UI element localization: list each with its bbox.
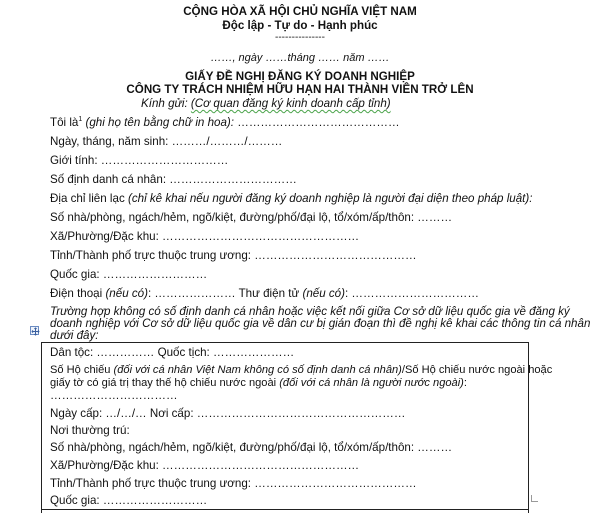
box-passport-line-1[interactable] xyxy=(50,363,552,377)
margin-corner-mark xyxy=(531,495,538,502)
box-province-field[interactable]: Tỉnh/Thành phố trực thuộc trung ương: …………………………………… xyxy=(50,477,417,490)
contact-label: Địa chỉ liên lạc xyxy=(50,192,128,205)
phone-dots: : ………………… xyxy=(147,287,236,300)
form-title: GIẤY ĐỀ NGHỊ ĐĂNG KÝ DOANH NGHIỆP xyxy=(185,70,415,83)
country-field[interactable]: Quốc gia: ……………………… xyxy=(50,268,208,281)
box-passport-dots[interactable]: …………………………… xyxy=(50,389,178,402)
passport-alt-note: (đối với cá nhân là người nước ngoài) xyxy=(279,377,464,389)
dob-field[interactable]: Ngày, tháng, năm sinh: ………/………/……… xyxy=(50,135,283,148)
name-note: (ghi họ tên bằng chữ in hoa): xyxy=(82,116,234,129)
box-country-field[interactable]: Quốc gia: ……………………… xyxy=(50,494,208,507)
email-dots: : …………………………… xyxy=(344,287,479,300)
passport-colon: : xyxy=(463,377,467,389)
box-ethnic-field[interactable]: Dân tộc: …………… Quốc tịch: ………………… xyxy=(50,346,295,359)
case-note-line-1: Trường hợp không có số định danh cá nhân hoặc việc kết nối giữa Cơ sở dữ liệu quốc gia về đăng ký xyxy=(50,305,570,318)
contact-note: (chỉ kê khai nếu người đăng ký doanh nghiệp là người đại diện theo pháp luật): xyxy=(127,192,533,205)
passport-label: Số Hộ chiếu xyxy=(50,364,114,376)
case-note-line-3: dưới đây: xyxy=(50,329,99,342)
table-move-handle-icon[interactable] xyxy=(30,326,39,335)
phone-label: Điện thoại xyxy=(50,287,106,300)
name-label: Tôi là xyxy=(50,116,79,129)
passport-foreign-label: /Số Hộ chiếu nước ngoài hoặc xyxy=(401,364,553,376)
box-issue-field[interactable]: Ngày cấp: …/…/… Nơi cấp: ……………………………………………… xyxy=(50,407,406,420)
box-passport-line-2 xyxy=(50,376,467,390)
email-note: (nếu có) xyxy=(302,287,345,300)
box-residence-heading: Nơi thường trú: xyxy=(50,424,130,437)
date-line: ……, ngày ……tháng …… năm …… xyxy=(210,52,390,64)
phone-email-field[interactable] xyxy=(50,287,479,301)
box-border-bottom xyxy=(41,509,529,510)
email-label: Thư điện tử xyxy=(238,287,303,300)
case-note-line-2: doanh nghiệp với Cơ sở dữ liệu quốc gia về dân cư bị gián đoạn thì đề nghị kê khai các thông tin cá nhân xyxy=(50,317,591,330)
ward-field[interactable]: Xã/Phường/Đặc khu: …………………………………………… xyxy=(50,230,360,243)
name-dots: …………………………………… xyxy=(234,116,400,129)
motto-rule: --------------- xyxy=(275,32,325,43)
addressee-value: (Cơ quan đăng ký kinh doanh cấp tỉnh) xyxy=(190,97,391,110)
company-type-title: CÔNG TY TRÁCH NHIỆM HỮU HẠN HAI THÀNH VIÊN TRỞ LÊN xyxy=(126,83,474,96)
name-field[interactable] xyxy=(50,116,400,130)
contact-address-heading xyxy=(50,192,532,206)
footnote-marker: 1 xyxy=(78,116,83,123)
box-ward-field[interactable]: Xã/Phường/Đặc khu: …………………………………………… xyxy=(50,459,360,472)
addressee-line xyxy=(141,97,391,111)
phone-note: (nếu có) xyxy=(105,287,148,300)
box-street-field[interactable]: Số nhà/phòng, ngách/hẻm, ngõ/kiệt, đường/phố/đại lộ, tổ/xóm/ấp/thôn: ……… xyxy=(50,441,453,454)
street-field[interactable]: Số nhà/phòng, ngách/hẻm, ngõ/kiệt, đường/phố/đại lộ, tổ/xóm/ấp/thôn: ……… xyxy=(50,211,453,224)
passport-note: (đối với cá nhân Việt Nam không có số định danh cá nhân) xyxy=(113,364,402,376)
passport-alt-label: giấy tờ có giá trị thay thế hộ chiếu nước ngoài xyxy=(50,377,280,389)
country-heading: CỘNG HÒA XÃ HỘI CHỦ NGHĨA VIỆT NAM xyxy=(183,5,417,18)
motto: Độc lập - Tự do - Hạnh phúc xyxy=(222,19,378,32)
id-field[interactable]: Số định danh cá nhân: …………………………… xyxy=(50,173,297,186)
box-border-top xyxy=(41,342,529,343)
addressee-prefix: Kính gửi: xyxy=(141,97,188,110)
box-border-left xyxy=(41,342,42,513)
province-field[interactable]: Tỉnh/Thành phố trực thuộc trung ương: …………………………………… xyxy=(50,249,417,262)
gender-field[interactable]: Giới tính: …………………………… xyxy=(50,154,229,167)
